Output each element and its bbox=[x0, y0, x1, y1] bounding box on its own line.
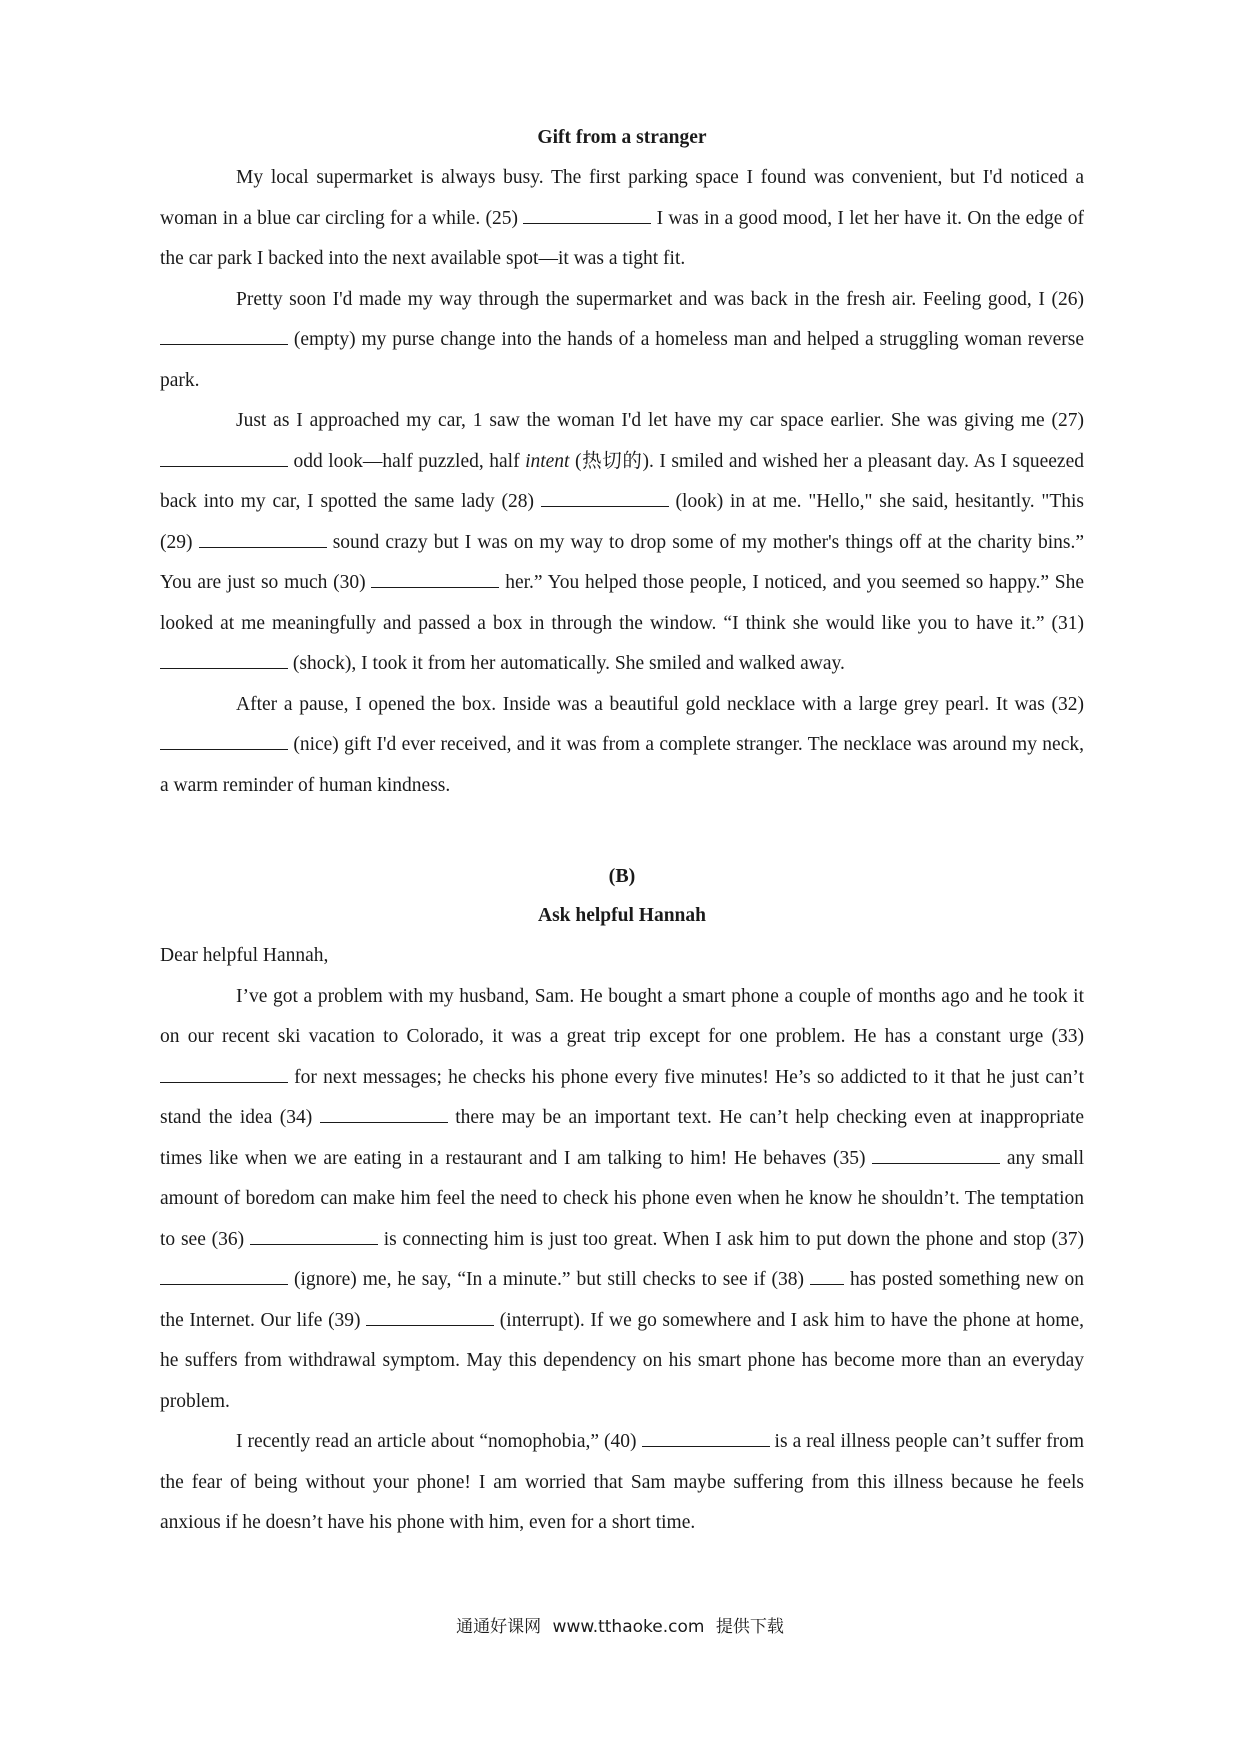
text-segment: (empty) my purse change into the hands of a homeless man and helped a struggling woman reverse park. bbox=[160, 329, 1084, 391]
text-segment: any small amount of boredom can make him feel the need to check his phone even when he know he shouldn’t. The temptation to see (36) bbox=[160, 1147, 1085, 1250]
letter-salutation: Dear helpful Hannah, bbox=[160, 945, 329, 966]
text-segment: odd look—half puzzled, half bbox=[288, 450, 526, 472]
text-segment: (ignore) me, he say, “In a minute.” but still checks to see if (38) bbox=[288, 1269, 811, 1290]
answer-blank-34[interactable] bbox=[320, 1104, 448, 1123]
section-b-title: Ask helpful Hannah bbox=[538, 905, 706, 926]
text-segment: her.” You helped those people, I noticed, and you seemed so happy.” She looked at me meaningfully and passed a box in through the window. “I think she would like you to have it.” (31) bbox=[160, 572, 1084, 634]
answer-blank-31[interactable] bbox=[160, 650, 288, 669]
text-segment: for next messages; he checks his phone every five minutes! He’s so addicted to it that he just can’t stand the idea (34) bbox=[160, 1066, 1084, 1128]
text-segment: (interrupt). If we go somewhere and I ask him to have the phone at home, he suffers from withdrawal symptom. May this dependency on his smart phone has become more than an everyday problem. bbox=[160, 1309, 1084, 1412]
answer-blank-40[interactable] bbox=[642, 1428, 770, 1447]
section-a-title: Gift from a stranger bbox=[537, 127, 707, 148]
answer-blank-37[interactable] bbox=[160, 1266, 288, 1285]
footer-url[interactable]: www.tthaoke.com bbox=[552, 1617, 705, 1637]
text-segment: has posted something new on the Internet. Our life (39) bbox=[160, 1269, 1085, 1331]
answer-blank-30[interactable] bbox=[371, 569, 499, 588]
answer-blank-35[interactable] bbox=[872, 1145, 1000, 1164]
answer-blank-32[interactable] bbox=[160, 731, 288, 750]
text-segment: I was in a good mood, I let her have it. On the edge of the car park I backed into the next available spot—it was a tight fit. bbox=[160, 207, 1084, 269]
answer-blank-28[interactable] bbox=[541, 488, 669, 507]
section-a-paragraph-2 bbox=[160, 280, 1084, 402]
document-page bbox=[160, 118, 1084, 1544]
section-a-paragraph-4 bbox=[160, 685, 1084, 807]
text-segment: After a pause, I opened the box. Inside was a beautiful gold necklace with a large grey pearl. It was (32) bbox=[236, 693, 1084, 715]
text-segment: My local supermarket is always busy. The first parking space I found was convenient, but I'd noticed a woman in a blue car circling for a while. (25) bbox=[160, 167, 1084, 229]
page-footer bbox=[0, 1612, 1240, 1637]
italic-word: intent bbox=[525, 450, 570, 472]
footer-site-name: 通通好课网 bbox=[456, 1617, 542, 1637]
section-b-label: (B) bbox=[608, 865, 636, 887]
section-spacer bbox=[160, 806, 1084, 856]
text-segment: (look) in at me. "Hello," she said, hesitantly. "This (29) bbox=[160, 491, 1085, 553]
text-segment: Pretty soon I'd made my way through the supermarket and was back in the fresh air. Feeling good, I (26) bbox=[236, 288, 1084, 310]
text-segment: (shock), I took it from her automatically. She smiled and walked away. bbox=[288, 653, 845, 674]
text-segment: I’ve got a problem with my husband, Sam. He bought a smart phone a couple of months ago and he took it on our recent ski vacation to Colorado, it was a great trip except for one problem. He has a constant urge (33) bbox=[160, 985, 1084, 1047]
text-segment: there may be an important text. He can’t help checking even at inappropriate times like when we are eating in a restaurant and I am talking to him! He behaves (35) bbox=[160, 1107, 1084, 1169]
answer-blank-36[interactable] bbox=[250, 1226, 378, 1245]
text-segment: I recently read an article about “nomophobia,” (40) bbox=[236, 1431, 642, 1452]
text-segment: is a real illness people can’t suffer from the fear of being without your phone! I am worried that Sam maybe suffering from this illness because he feels anxious if he doesn’t have his phone with him, even for a short time. bbox=[160, 1431, 1084, 1533]
answer-blank-38[interactable] bbox=[810, 1266, 844, 1285]
section-b-paragraph-1 bbox=[160, 977, 1084, 1423]
answer-blank-27[interactable] bbox=[160, 448, 288, 467]
section-a-paragraph-3 bbox=[160, 401, 1084, 685]
text-segment: is connecting him is just too great. When I ask him to put down the phone and stop (37) bbox=[377, 1228, 1084, 1250]
section-a-paragraph-1 bbox=[160, 158, 1084, 280]
text-segment: Just as I approached my car, 1 saw the woman I'd let have my car space earlier. She was giving me (27) bbox=[236, 410, 1084, 431]
text-segment: (热切的). I smiled and wished her a pleasant day. As I squeezed back into my car, I spotted the same lady (28) bbox=[160, 450, 1084, 512]
text-segment: sound crazy but I was on my way to drop some of my mother's things off at the charity bins.” You are just so much (30) bbox=[160, 531, 1084, 593]
answer-blank-26[interactable] bbox=[160, 326, 288, 345]
answer-blank-39[interactable] bbox=[366, 1307, 494, 1326]
section-b-paragraph-2 bbox=[160, 1422, 1084, 1544]
footer-note: 提供下载 bbox=[715, 1617, 784, 1637]
text-segment: (nice) gift I'd ever received, and it was from a complete stranger. The necklace was around my neck, a warm reminder of human kindness. bbox=[160, 734, 1084, 796]
answer-blank-25[interactable] bbox=[523, 205, 651, 224]
answer-blank-29[interactable] bbox=[199, 529, 327, 548]
answer-blank-33[interactable] bbox=[160, 1064, 288, 1083]
